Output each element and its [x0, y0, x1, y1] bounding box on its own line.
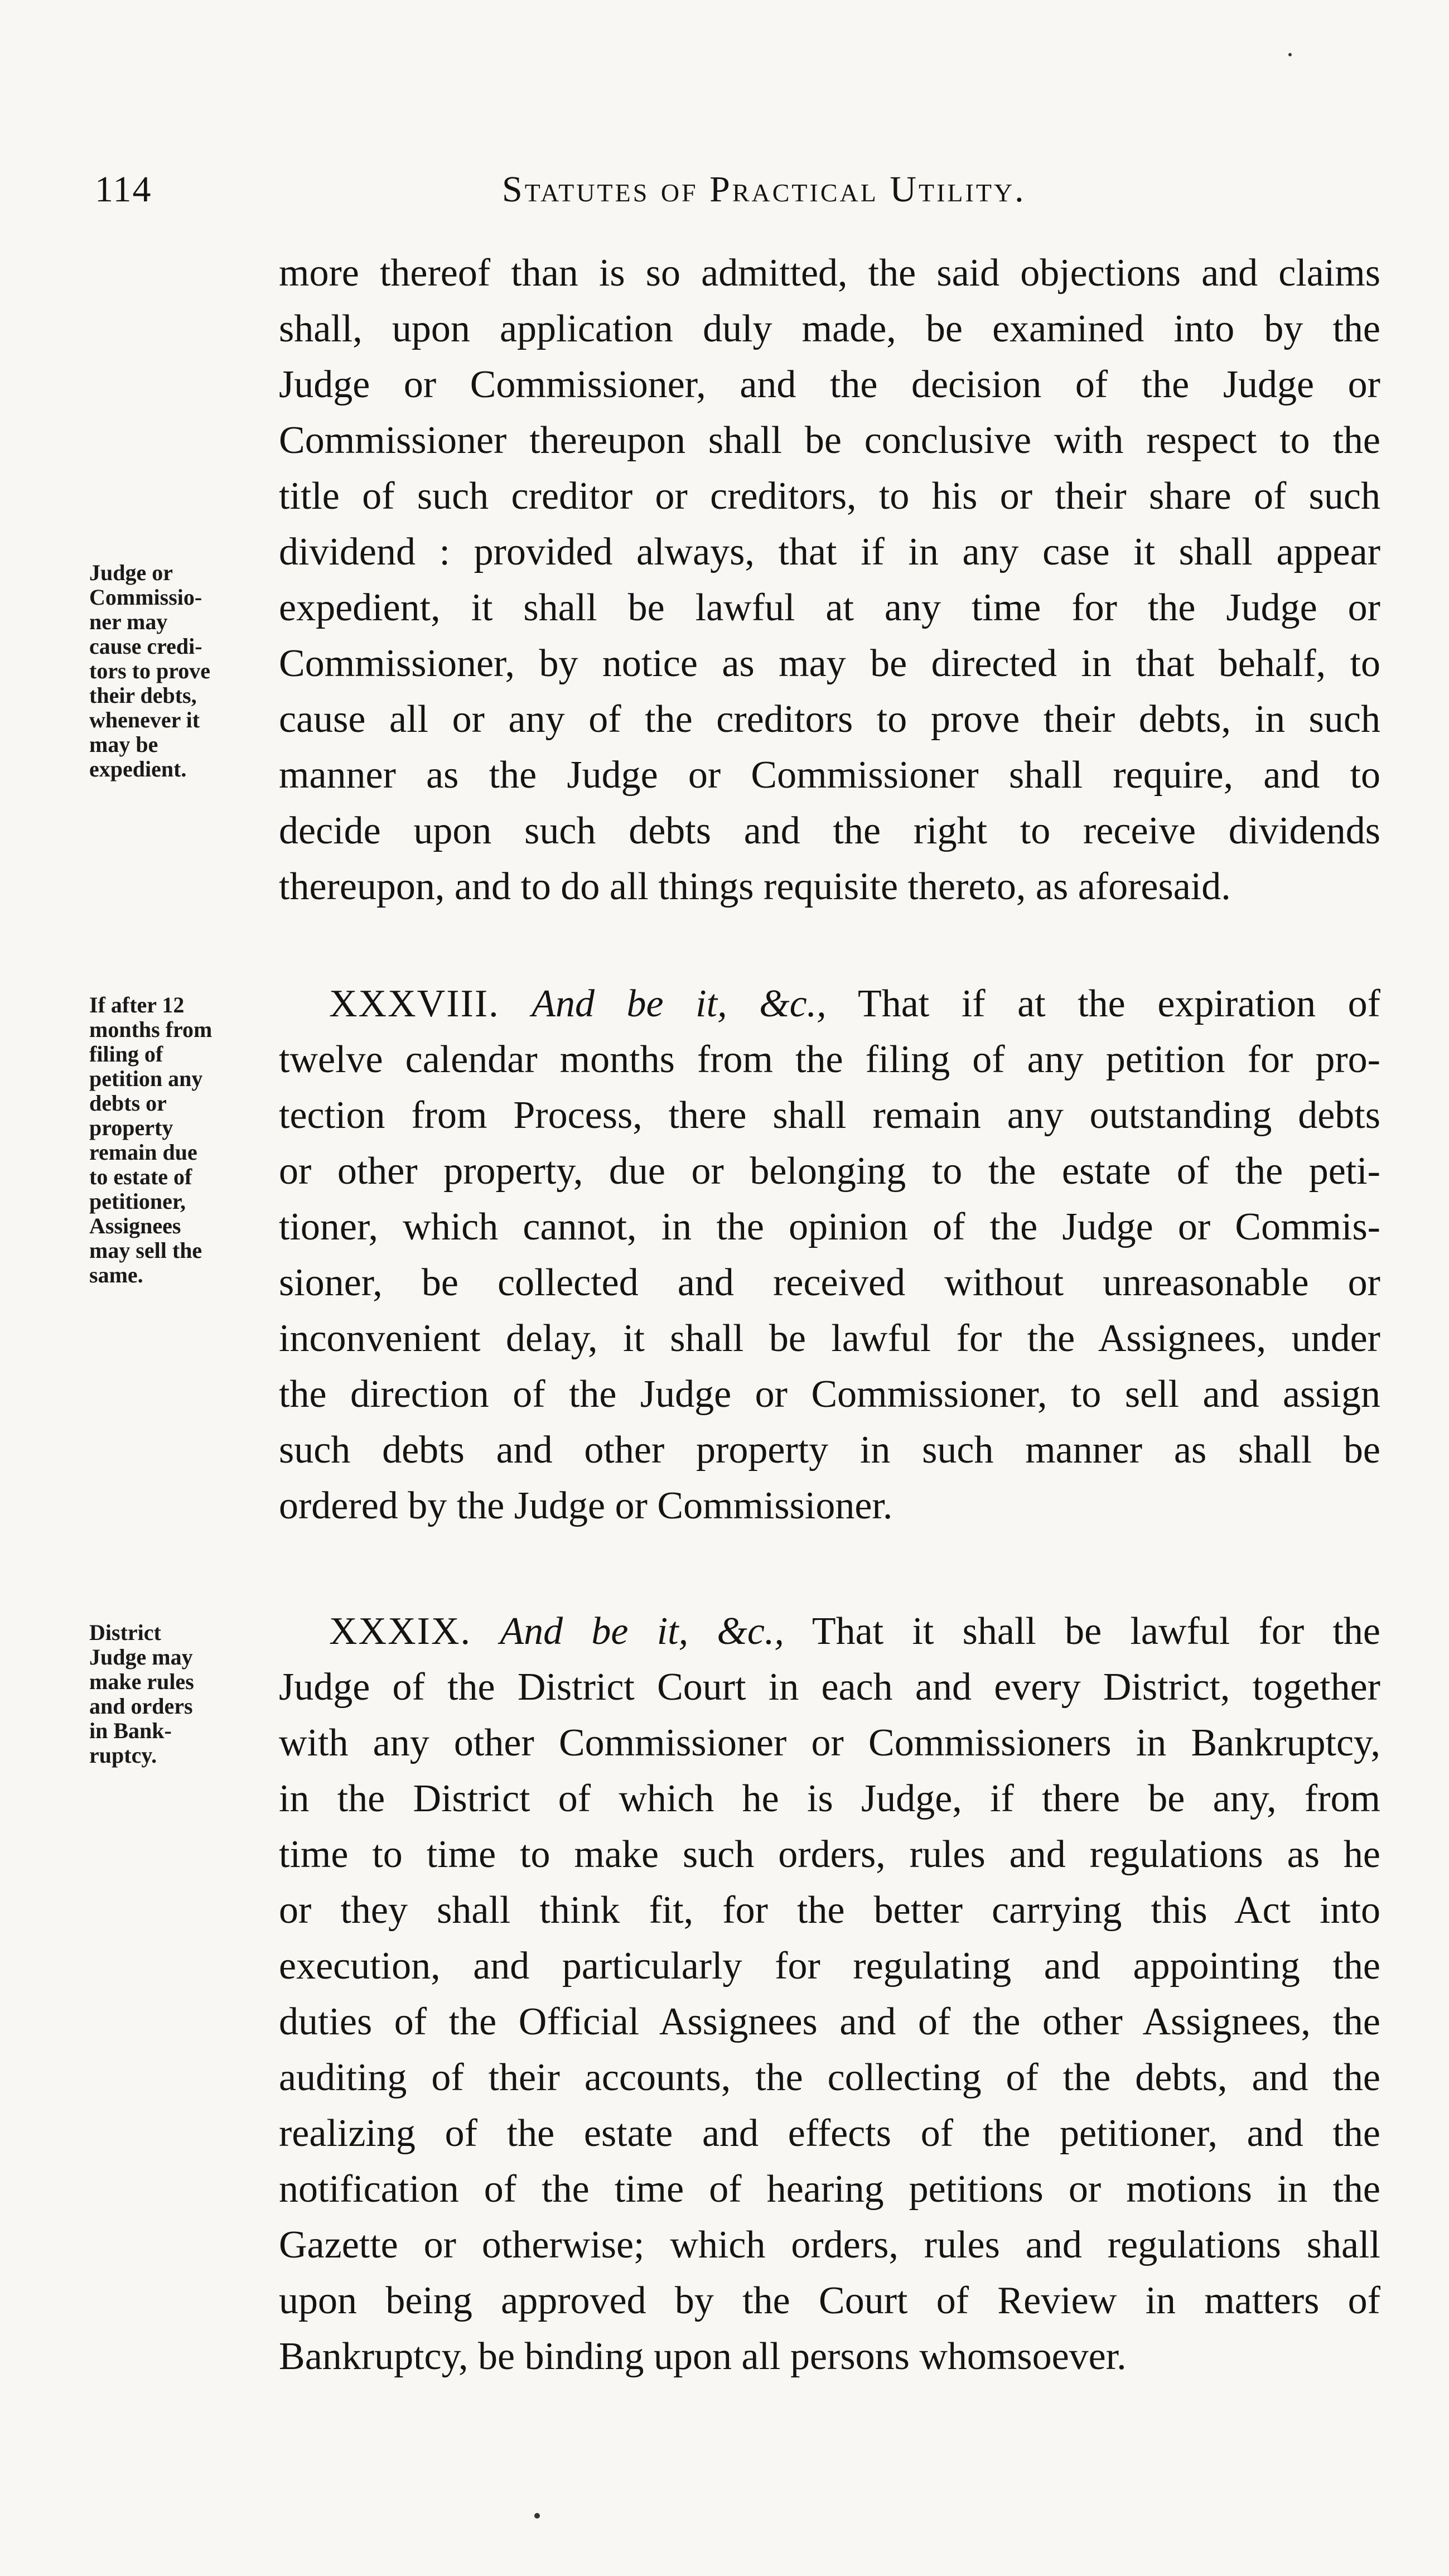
- text-line: or they shall think fit, for the better carrying this Act into: [279, 1889, 1380, 1932]
- ink-speck: [534, 2513, 540, 2519]
- text-line: Judge of the District Court in each and every District, together: [279, 1666, 1380, 1709]
- text-segment: That it shall be lawful for the: [784, 1610, 1380, 1653]
- marginal-note-line: and orders: [89, 1694, 193, 1719]
- text-line: Judge or Commissioner, and the decision of the Judge or: [279, 363, 1380, 406]
- marginal-note-line: remain due: [89, 1140, 197, 1165]
- ink-speck: [1288, 53, 1292, 56]
- text-line: expedient, it shall be lawful at any time for the Judge or: [279, 586, 1380, 629]
- text-segment: That if at the expiration of: [826, 982, 1380, 1025]
- running-title: Statutes of Practical Utility.: [502, 169, 1026, 210]
- marginal-note-line: in Bank-: [89, 1718, 172, 1743]
- enacting-clause: And be it, &c.,: [532, 982, 827, 1025]
- section-number: XXXIX.: [329, 1610, 472, 1653]
- text-line: the direction of the Judge or Commissioner, to sell and assign: [279, 1373, 1380, 1416]
- text-line: realizing of the estate and effects of the petitioner, and the: [279, 2112, 1380, 2155]
- marginal-note-line: months from: [89, 1017, 212, 1042]
- text-line: Bankruptcy, be binding upon all persons whomsoever.: [279, 2335, 1127, 2378]
- section-xxxix: [279, 1604, 1380, 2385]
- text-line: decide upon such debts and the right to receive dividends: [279, 809, 1380, 852]
- marginal-note-line: debts or: [89, 1091, 167, 1116]
- enacting-clause: And be it, &c.,: [500, 1610, 784, 1653]
- section-number: XXXVIII.: [329, 982, 500, 1025]
- text-line: with any other Commissioner or Commissioners in Bankruptcy,: [279, 1721, 1380, 1764]
- text-line: ordered by the Judge or Commissioner.: [279, 1484, 893, 1527]
- marginal-note-line: petition any: [89, 1066, 203, 1091]
- marginal-note-line: their debts,: [89, 683, 197, 708]
- marginal-note-assignees-may-sell: [89, 993, 273, 1287]
- text-line: sioner, be collected and received without unreasonable or: [279, 1261, 1380, 1304]
- text-line: shall, upon application duly made, be examined into by the: [279, 307, 1380, 350]
- text-line: time to time to make such orders, rules and regulations as he: [279, 1833, 1380, 1876]
- text-line: in the District of which he is Judge, if there be any, from: [279, 1777, 1380, 1820]
- text-line: inconvenient delay, it shall be lawful for the Assignees, under: [279, 1317, 1380, 1360]
- text-line: Commissioner, by notice as may be directed in that behalf, to: [279, 642, 1380, 685]
- text-line: such debts and other property in such manner as shall be: [279, 1429, 1380, 1472]
- text-line: upon being approved by the Court of Review in matters of: [279, 2279, 1380, 2322]
- text-line: manner as the Judge or Commissioner shall require, and to: [279, 754, 1380, 797]
- text-line: tection from Process, there shall remain any outstanding debts: [279, 1094, 1380, 1137]
- marginal-note-judge-may-cause-creditors-to-prove: [89, 561, 273, 782]
- marginal-note-line: may sell the: [89, 1238, 202, 1263]
- marginal-note-line: ner may: [89, 609, 168, 634]
- marginal-note-district-judge-rules: [89, 1620, 273, 1768]
- marginal-note-line: Assignees: [89, 1213, 181, 1238]
- text-line: title of such creditor or creditors, to his or their share of such: [279, 475, 1380, 518]
- text-line: notification of the time of hearing petitions or motions in the: [279, 2168, 1380, 2211]
- text-line: auditing of their accounts, the collecting of the debts, and the: [279, 2056, 1380, 2099]
- text-line: more thereof than is so admitted, the said objections and claims: [279, 252, 1380, 295]
- section-xxxviii: [279, 976, 1380, 1534]
- text-line: twelve calendar months from the filing of any petition for pro-: [279, 1038, 1380, 1081]
- page-header: [0, 167, 1449, 212]
- marginal-note-line: petitioner,: [89, 1189, 186, 1214]
- marginal-note-line: expedient.: [89, 756, 187, 782]
- text-line: tioner, which cannot, in the opinion of the Judge or Commis-: [279, 1205, 1380, 1248]
- marginal-note-line: to estate of: [89, 1164, 192, 1189]
- marginal-note-line: Judge or: [89, 560, 173, 585]
- text-line: dividend : provided always, that if in any case it shall appear: [279, 530, 1380, 573]
- page-number: 114: [95, 169, 152, 210]
- text-line: execution, and particularly for regulating and appointing the: [279, 1945, 1380, 1988]
- text-line: Gazette or otherwise; which orders, rules and regulations shall: [279, 2223, 1380, 2266]
- marginal-note-line: ruptcy.: [89, 1743, 157, 1768]
- marginal-note-line: property: [89, 1115, 173, 1140]
- marginal-note-line: make rules: [89, 1669, 194, 1694]
- marginal-note-line: If after 12: [89, 992, 185, 1017]
- marginal-note-line: Judge may: [89, 1644, 193, 1670]
- marginal-note-line: may be: [89, 732, 158, 757]
- marginal-note-line: same.: [89, 1262, 143, 1287]
- marginal-note-line: tors to prove: [89, 658, 210, 683]
- text-line: duties of the Official Assignees and of the other Assignees, the: [279, 2000, 1380, 2043]
- section-first-line: [279, 1604, 1380, 1660]
- marginal-note-line: whenever it: [89, 707, 200, 732]
- marginal-note-line: District: [89, 1620, 161, 1645]
- section-first-line: [279, 976, 1380, 1032]
- text-line: cause all or any of the creditors to prove their debts, in such: [279, 698, 1380, 741]
- marginal-note-line: cause credi-: [89, 634, 202, 659]
- text-line: thereupon, and to do all things requisite thereto, as aforesaid.: [279, 865, 1231, 908]
- marginal-note-line: filing of: [89, 1041, 163, 1067]
- text-line: or other property, due or belonging to the estate of the peti-: [279, 1150, 1380, 1193]
- text-line: Commissioner thereupon shall be conclusive with respect to the: [279, 419, 1380, 462]
- marginal-note-line: Commissio-: [89, 585, 202, 610]
- paragraph-continuation: [279, 245, 1380, 915]
